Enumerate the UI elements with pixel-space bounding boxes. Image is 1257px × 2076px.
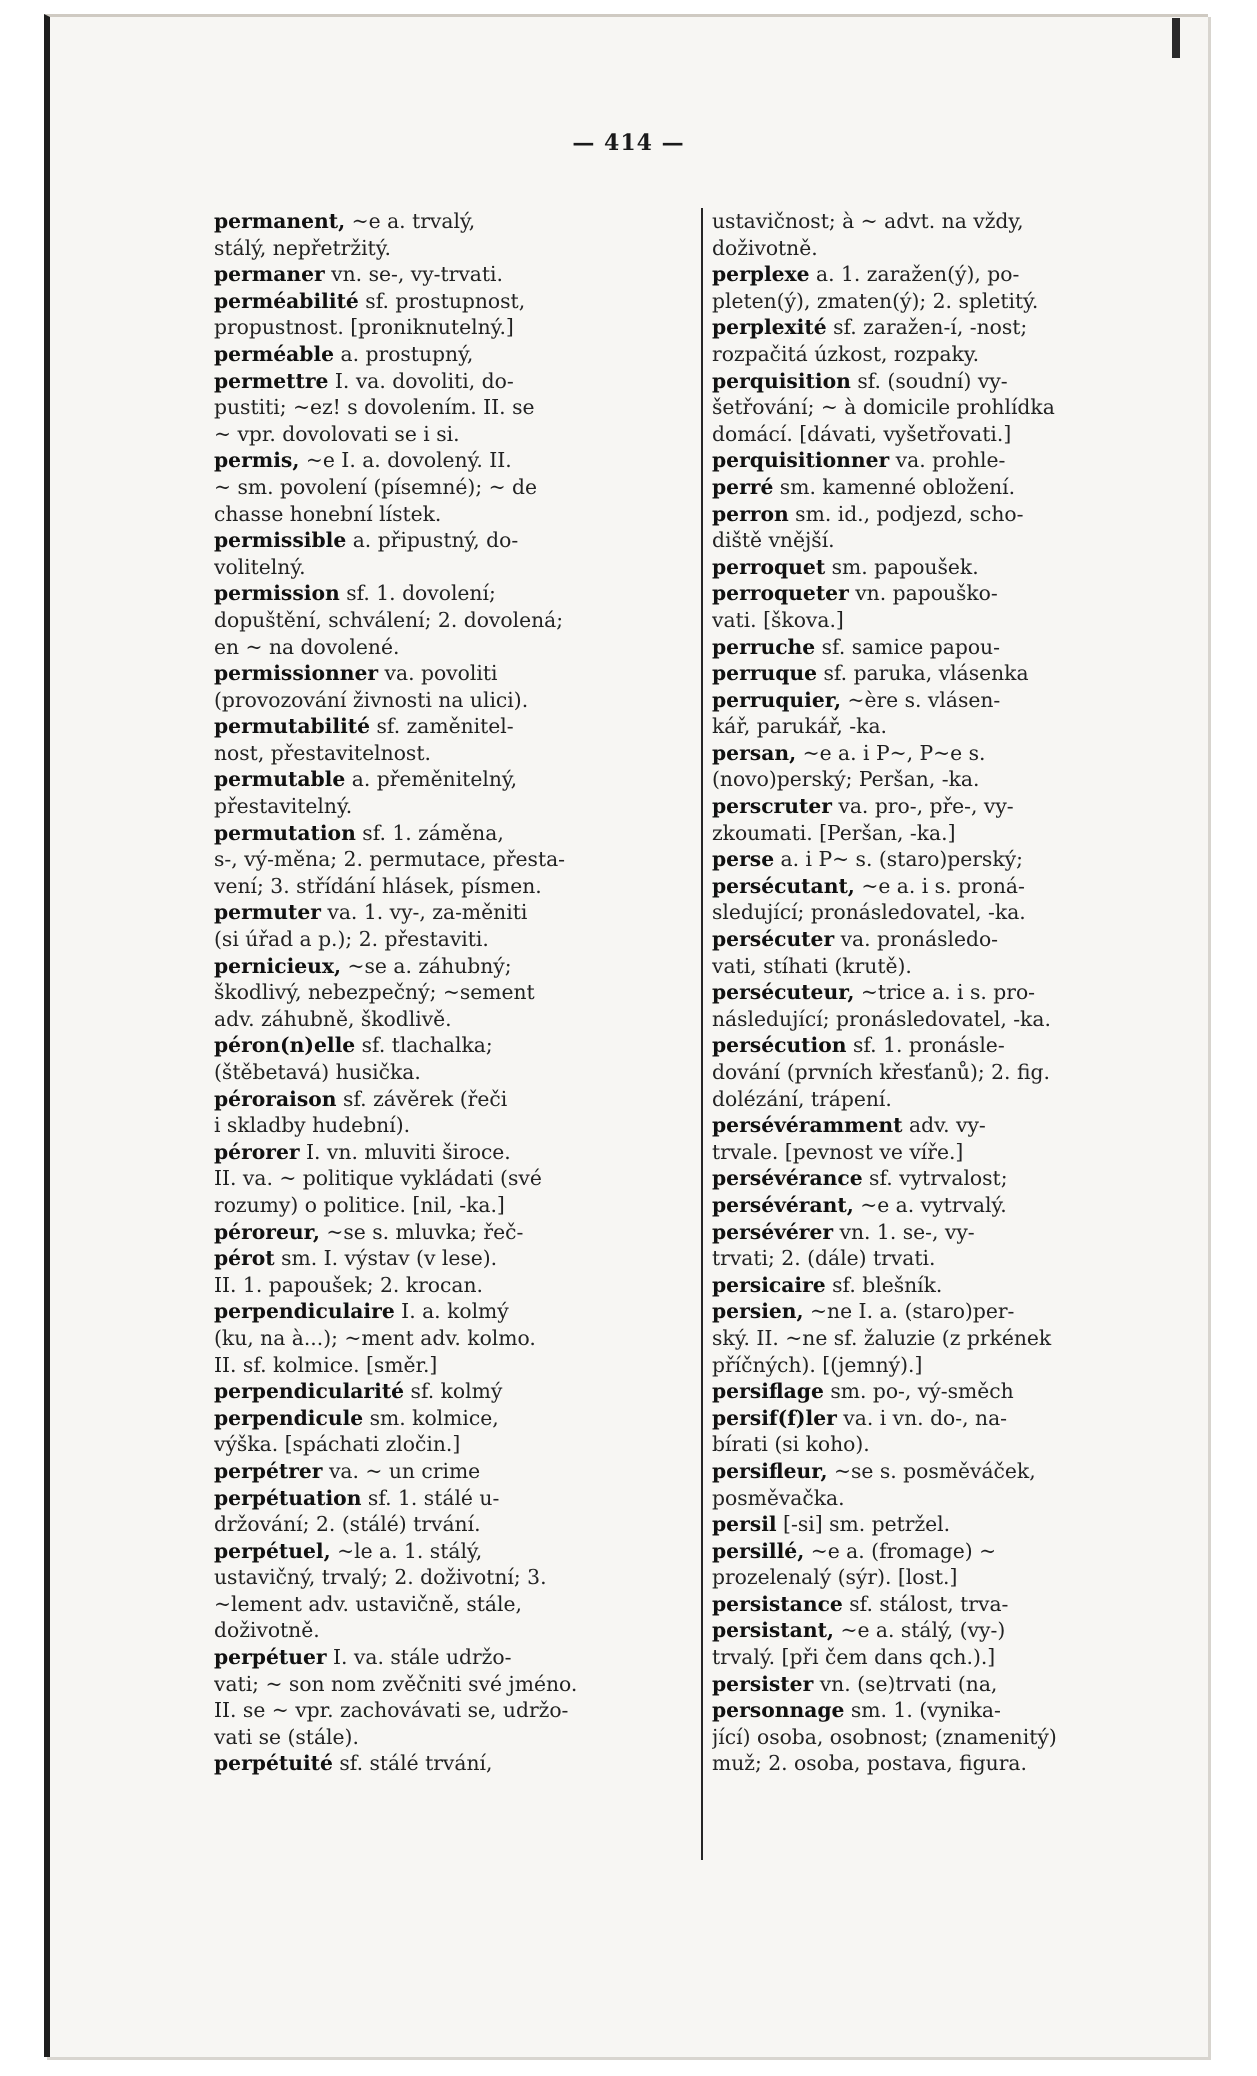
dictionary-line: perroqueter vn. papouško- bbox=[712, 581, 998, 606]
dictionary-line: pérorer I. vn. mluviti široce. bbox=[214, 1139, 511, 1164]
dictionary-line: persil [-si] sm. petržel. bbox=[712, 1512, 951, 1537]
dictionary-line: en ~ na dovolené. bbox=[214, 634, 400, 659]
dictionary-line: chasse honební lístek. bbox=[214, 501, 442, 526]
dictionary-line: persister vn. (se)trvati (na, bbox=[712, 1671, 998, 1696]
dictionary-line: pleten(ý), zmaten(ý); 2. spletitý. bbox=[712, 288, 1039, 313]
dictionary-line: vati. [škova.] bbox=[712, 607, 844, 632]
dictionary-line: persévérance sf. vytrvalost; bbox=[712, 1166, 1008, 1191]
dictionary-line: ~lement adv. ustavičně, stále, bbox=[214, 1591, 522, 1616]
dictionary-line: persifleur, ~se s. posměváček, bbox=[712, 1458, 1036, 1483]
dictionary-line: jící) osoba, osobnost; (znamenitý) bbox=[712, 1724, 1057, 1749]
dictionary-line: trvale. [pevnost ve víře.] bbox=[712, 1139, 964, 1164]
dictionary-line: perplexité sf. zaražen-í, -nost; bbox=[712, 315, 1028, 340]
dictionary-line: personnage sm. 1. (vynika- bbox=[712, 1698, 1001, 1723]
dictionary-line: vati, stíhati (krutě). bbox=[712, 953, 912, 978]
dictionary-line: příčných). [(jemný).] bbox=[712, 1352, 923, 1377]
dictionary-line: perruche sf. samice papou- bbox=[712, 634, 1000, 659]
dictionary-line: perpendicularité sf. kolmý bbox=[214, 1379, 503, 1404]
dictionary-line: II. va. ~ politique vykládati (své bbox=[214, 1166, 542, 1191]
dictionary-line: doživotně. bbox=[712, 235, 818, 260]
dictionary-line: permissionner va. povoliti bbox=[214, 661, 498, 686]
dictionary-line: perpétuation sf. 1. stálé u- bbox=[214, 1485, 500, 1510]
dictionary-line: volitelný. bbox=[214, 554, 306, 579]
dictionary-line: perpétuer I. va. stále udržo- bbox=[214, 1645, 512, 1670]
dictionary-line: persillé, ~e a. (fromage) ~ bbox=[712, 1538, 997, 1563]
dictionary-line: vati; ~ son nom zvěčniti své jméno. bbox=[214, 1671, 578, 1696]
dictionary-line: perquisition sf. (soudní) vy- bbox=[712, 368, 1008, 393]
dictionary-line: persistance sf. stálost, trva- bbox=[712, 1591, 1009, 1616]
column-divider bbox=[701, 208, 703, 1860]
dictionary-line: i skladby hudební). bbox=[214, 1113, 411, 1138]
dictionary-line: výška. [spáchati zločin.] bbox=[214, 1432, 461, 1457]
dictionary-line: perméable a. prostupný, bbox=[214, 341, 474, 366]
dictionary-line: nost, přestavitelnost. bbox=[214, 740, 431, 765]
dictionary-line: II. sf. kolmice. [směr.] bbox=[214, 1352, 438, 1377]
dictionary-line: péroreur, ~se s. mluvka; řeč- bbox=[214, 1219, 524, 1244]
dictionary-line: ~ vpr. dovolovati se i si. bbox=[214, 421, 460, 446]
dictionary-line: persicaire sf. blešník. bbox=[712, 1272, 943, 1297]
dictionary-line: perroquet sm. papoušek. bbox=[712, 554, 979, 579]
dictionary-line: sledující; pronásledovatel, -ka. bbox=[712, 900, 1026, 925]
dictionary-line: perpétuel, ~le a. 1. stálý, bbox=[214, 1538, 483, 1563]
dictionary-line: zkoumati. [Peršan, -ka.] bbox=[712, 820, 956, 845]
dictionary-line: držování; 2. (stálé) trvání. bbox=[214, 1512, 481, 1537]
dictionary-line: persan, ~e a. i P~, P~e s. bbox=[712, 740, 986, 765]
dictionary-line: posměvačka. bbox=[712, 1485, 845, 1510]
dictionary-line: perré sm. kamenné obložení. bbox=[712, 474, 1016, 499]
dictionary-line: (si úřad a p.); 2. přestaviti. bbox=[214, 927, 489, 952]
dictionary-line: vati se (stále). bbox=[214, 1724, 359, 1749]
dictionary-line: permission sf. 1. dovolení; bbox=[214, 581, 496, 606]
dictionary-line: propustnost. [proniknutelný.] bbox=[214, 315, 514, 340]
dictionary-line: persévérant, ~e a. vytrvalý. bbox=[712, 1192, 1007, 1217]
dictionary-line: bírati (si koho). bbox=[712, 1432, 870, 1457]
dictionary-line: (novo)perský; Peršan, -ka. bbox=[712, 767, 980, 792]
dictionary-line: dolézání, trápení. bbox=[712, 1086, 892, 1111]
dictionary-line: permutation sf. 1. záměna, bbox=[214, 820, 504, 845]
dictionary-line: trvalý. [při čem dans qch.).] bbox=[712, 1645, 996, 1670]
dictionary-line: ustavičný, trvalý; 2. doživotní; 3. bbox=[214, 1565, 547, 1590]
dictionary-line: ustavičnost; à ~ advt. na vždy, bbox=[712, 209, 1024, 233]
dictionary-line: persiflage sm. po-, vý-směch bbox=[712, 1379, 1014, 1404]
dictionary-line: kář, parukář, -ka. bbox=[712, 714, 887, 739]
dictionary-line: permutabilité sf. zaměnitel- bbox=[214, 714, 514, 739]
dictionary-line: muž; 2. osoba, postava, figura. bbox=[712, 1751, 1027, 1776]
dictionary-line: (štěbetavá) husička. bbox=[214, 1060, 421, 1084]
dictionary-line: ský. II. ~ne sf. žaluzie (z prkének bbox=[712, 1325, 1052, 1350]
dictionary-line: přestavitelný. bbox=[214, 794, 353, 819]
page-number: — 414 — bbox=[572, 130, 685, 156]
dictionary-line: perpendicule sm. kolmice, bbox=[214, 1405, 499, 1430]
dictionary-line: (provozování živnosti na ulici). bbox=[214, 687, 529, 712]
dictionary-line: šetřování; ~ à domicile prohlídka bbox=[712, 395, 1055, 420]
dictionary-line: rozpačitá úzkost, rozpaky. bbox=[712, 341, 980, 366]
dictionary-line: pustiti; ~ez! s dovolením. II. se bbox=[214, 395, 535, 420]
dictionary-line: persif(f)ler va. i vn. do-, na- bbox=[712, 1405, 1008, 1430]
dictionary-line: permis, ~e I. a. dovolený. II. bbox=[214, 448, 512, 473]
dictionary-line: permissible a. připustný, do- bbox=[214, 528, 519, 553]
dictionary-line: perpétrer va. ~ un crime bbox=[214, 1458, 481, 1483]
dictionary-line: dování (prvních křesťanů); 2. fig. bbox=[712, 1060, 1050, 1084]
dictionary-line: trvati; 2. (dále) trvati. bbox=[712, 1246, 936, 1271]
dictionary-line: perpendiculaire I. a. kolmý bbox=[214, 1299, 509, 1324]
dictionary-line: ~ sm. povolení (písemné); ~ de bbox=[214, 474, 538, 499]
dictionary-line: dopuštění, schválení; 2. dovolená; bbox=[214, 607, 564, 632]
dictionary-line: perruquier, ~ère s. vlásen- bbox=[712, 687, 1001, 712]
dictionary-line: II. 1. papoušek; 2. krocan. bbox=[214, 1272, 483, 1297]
dictionary-line: doživotně. bbox=[214, 1618, 320, 1643]
dictionary-line: škodlivý, nebezpečný; ~sement bbox=[214, 980, 535, 1005]
dictionary-line: (ku, na à...); ~ment adv. kolmo. bbox=[214, 1325, 536, 1350]
dictionary-line: perméabilité sf. prostupnost, bbox=[214, 288, 526, 313]
dictionary-line: diště vnější. bbox=[712, 528, 835, 553]
dictionary-line: pernicieux, ~se a. záhubný; bbox=[214, 953, 512, 978]
dictionary-line: perron sm. id., podjezd, scho- bbox=[712, 501, 1024, 526]
dictionary-line: perplexe a. 1. zaražen(ý), po- bbox=[712, 262, 1020, 287]
dictionary-line: prozelenalý (sýr). [lost.] bbox=[712, 1565, 958, 1590]
dictionary-line: permettre I. va. dovoliti, do- bbox=[214, 368, 514, 393]
dictionary-line: rozumy) o politice. [nil, -ka.] bbox=[214, 1192, 505, 1217]
dictionary-line: permutable a. přeměnitelný, bbox=[214, 767, 518, 792]
dictionary-line: domácí. [dávati, vyšetřovati.] bbox=[712, 421, 1012, 446]
page-edge-mark bbox=[1172, 18, 1180, 58]
right-column bbox=[712, 208, 1190, 1777]
dictionary-line: persévérer vn. 1. se-, vy- bbox=[712, 1219, 975, 1244]
dictionary-line: stálý, nepřetržitý. bbox=[214, 235, 391, 260]
dictionary-line: pérot sm. I. výstav (v lese). bbox=[214, 1246, 498, 1271]
dictionary-line: persécuter va. pronásledo- bbox=[712, 927, 999, 952]
dictionary-line: adv. záhubně, škodlivě. bbox=[214, 1006, 452, 1031]
dictionary-line: persécuteur, ~trice a. i s. pro- bbox=[712, 980, 1036, 1005]
dictionary-line: II. se ~ vpr. zachovávati se, udržo- bbox=[214, 1698, 569, 1723]
dictionary-line: permanent, ~e a. trvalý, bbox=[214, 209, 476, 233]
dictionary-line: persien, ~ne I. a. (staro)per- bbox=[712, 1299, 1015, 1324]
dictionary-line: perscruter va. pro-, pře-, vy- bbox=[712, 794, 1014, 819]
dictionary-line: následující; pronásledovatel, -ka. bbox=[712, 1006, 1051, 1031]
dictionary-line: persécution sf. 1. pronásle- bbox=[712, 1033, 1005, 1058]
dictionary-line: perquisitionner va. prohle- bbox=[712, 448, 1006, 473]
dictionary-line: persécutant, ~e a. i s. proná- bbox=[712, 873, 1025, 898]
left-column bbox=[214, 208, 692, 1777]
dictionary-line: permuter va. 1. vy-, za-měniti bbox=[214, 900, 528, 925]
dictionary-line: vení; 3. střídání hlásek, písmen. bbox=[214, 873, 542, 898]
dictionary-line: péroraison sf. závěrek (řeči bbox=[214, 1086, 508, 1111]
dictionary-line: péron(n)elle sf. tlachalka; bbox=[214, 1033, 493, 1058]
dictionary-line: persistant, ~e a. stálý, (vy-) bbox=[712, 1618, 1006, 1643]
dictionary-line: perse a. i P~ s. (staro)perský; bbox=[712, 847, 1023, 872]
dictionary-line: perruque sf. paruka, vlásenka bbox=[712, 661, 1029, 686]
dictionary-line: perpétuité sf. stálé trvání, bbox=[214, 1751, 493, 1776]
dictionary-line: persévéramment adv. vy- bbox=[712, 1113, 986, 1138]
dictionary-line: permaner vn. se-, vy-trvati. bbox=[214, 262, 503, 287]
dictionary-line: s-, vý-měna; 2. permutace, přesta- bbox=[214, 847, 566, 872]
